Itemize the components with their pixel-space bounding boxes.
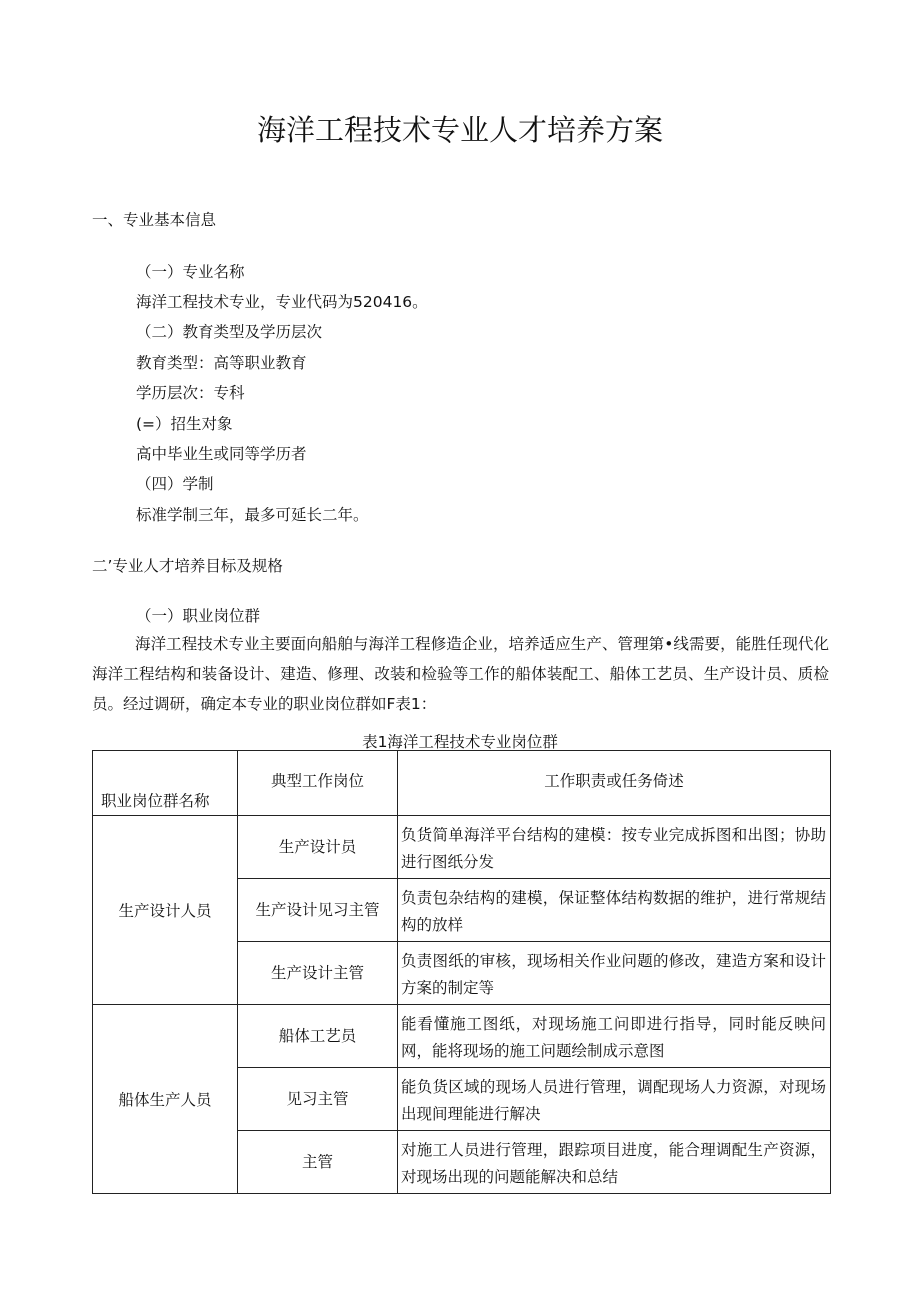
position-cell: 见习主管 — [238, 1068, 398, 1131]
header-group-name: 职业岗位群名称 — [93, 751, 238, 816]
position-cell: 生产设计见习主管 — [238, 879, 398, 942]
table-row — [93, 816, 831, 879]
text-duration: 标准学制三年，最多可延长二年。 — [136, 506, 369, 524]
section1-heading: 一、专业基本信息 — [92, 211, 217, 229]
duty-cell: 对施工人员进行管理，跟踪项目进度，能合理调配生产资源，对现场出现的问题能解决和总结 — [398, 1131, 831, 1194]
header-position: 典型工作岗位 — [238, 751, 398, 816]
subheading-duration: （四）学制 — [136, 475, 214, 493]
job-group-table — [92, 750, 831, 1194]
position-cell: 生产设计主管 — [238, 942, 398, 1005]
group-name-cell: 船体生产人员 — [93, 1005, 238, 1194]
subheading-education-type: （二）教育类型及学历层次 — [136, 323, 323, 341]
header-duty: 工作职责或任务倚述 — [398, 751, 831, 816]
section2-heading: 二’专业人才培养目标及规格 — [92, 557, 283, 575]
text-education-level: 学历层次：专科 — [136, 384, 245, 402]
position-cell: 生产设计员 — [238, 816, 398, 879]
duty-cell: 能负货区域的现场人员进行管理，调配现场人力资源，对现场出现间理能进行解决 — [398, 1068, 831, 1131]
duty-cell: 能看懂施工图纸，对现场施工问即进行指导，同时能反映问网，能将现场的施工问题绘制成示意图 — [398, 1005, 831, 1068]
subheading-job-groups: （一）职业岗位群 — [136, 607, 261, 625]
group-name-cell: 生产设计人员 — [93, 816, 238, 1005]
position-cell: 船体工艺员 — [238, 1005, 398, 1068]
duty-cell: 负责包杂结构的建模，保证整体结构数据的维护，进行常规结构的放样 — [398, 879, 831, 942]
section2-paragraph: 海洋工程技术专业主要面向船舶与海洋工程修造企业，培养适应生产、管理第•线需要，能胜任现代化海洋工程结构和装备设计、建造、修理、改装和检验等工作的船体装配工、船体工艺员、生产设计员、质检员。经过调研，确定本专业的职业岗位群如F表1： — [92, 635, 829, 713]
table-caption: 表1海洋工程技术专业岗位群 — [362, 733, 558, 751]
subheading-enrollment: (=）招生对象 — [136, 415, 233, 433]
duty-cell: 负货简单海洋平台结构的建模：按专业完成拆图和出图；协助进行图纸分发 — [398, 816, 831, 879]
text-major-code: 海洋工程技术专业，专业代码为520416。 — [136, 293, 428, 311]
duty-cell: 负责图纸的审核，现场相关作业问题的修改，建造方案和设计方案的制定等 — [398, 942, 831, 1005]
position-cell: 主管 — [238, 1131, 398, 1194]
table-header-row — [93, 751, 831, 816]
table-row — [93, 1005, 831, 1068]
text-enrollment: 高中毕业生或同等学历者 — [136, 445, 307, 463]
subheading-major-name: （一）专业名称 — [136, 263, 245, 281]
document-title: 海洋工程技术专业人才培养方案 — [256, 113, 663, 147]
text-education-type: 教育类型：高等职业教育 — [136, 354, 307, 372]
